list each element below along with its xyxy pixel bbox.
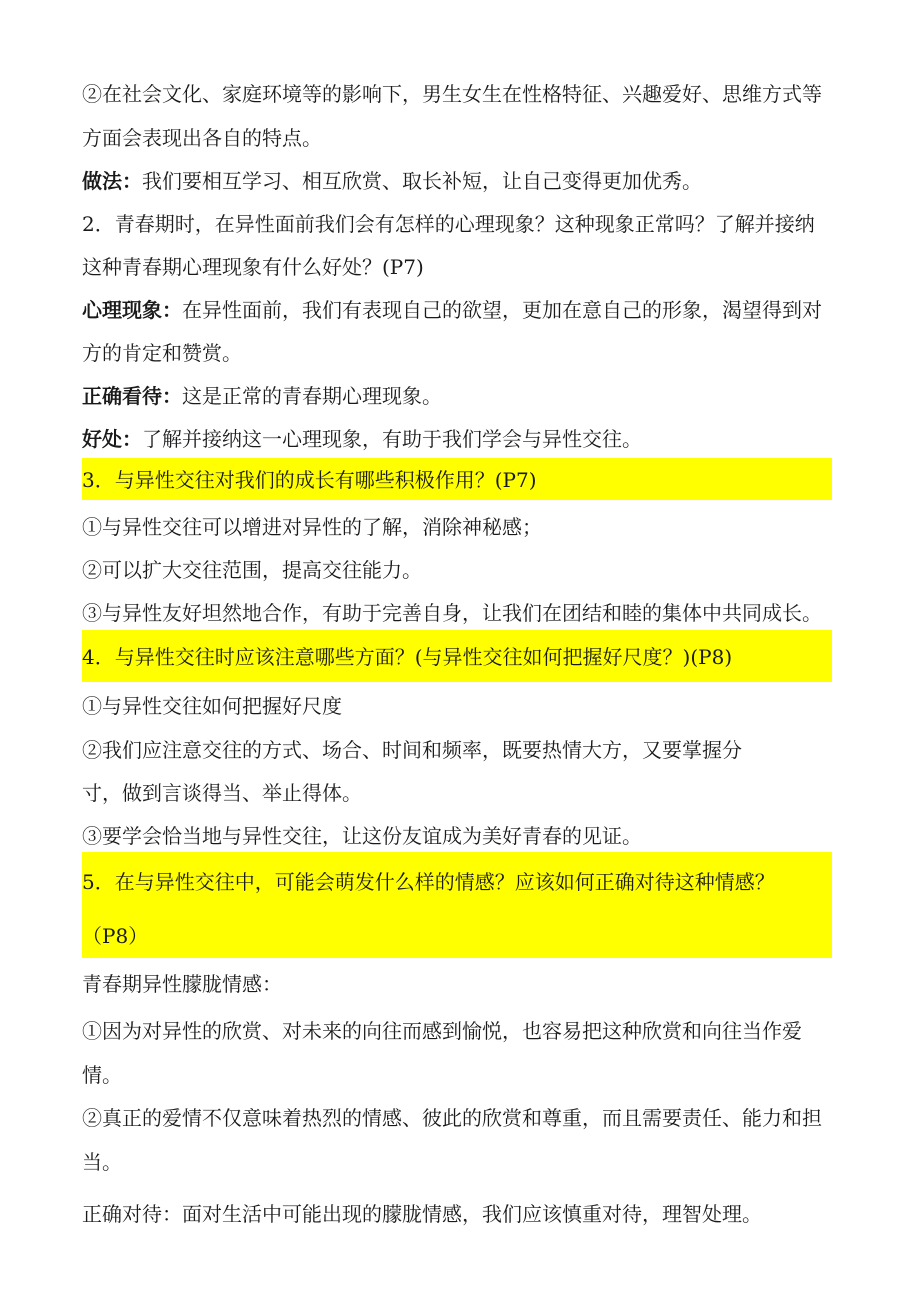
line-15: ①与异性交往如何把握好尺度 xyxy=(82,694,342,718)
line-16: ②我们应注意交往的方式、场合、时间和频率，既要热情大方，又要掌握分 xyxy=(82,738,742,762)
line-22: ①因为对异性的欣赏、对未来的向往而感到愉悦，也容易把这种欣赏和向往当作爱 xyxy=(82,1019,802,1043)
line-4: 2．青春期时，在异性面前我们会有怎样的心理现象？这种现象正常吗？了解并接纳 xyxy=(82,212,815,236)
line-label: 正确看待： xyxy=(82,384,182,408)
line-12: ②可以扩大交往范围，提高交往能力。 xyxy=(82,558,422,582)
line-25: 当。 xyxy=(82,1150,122,1174)
line-7: 方的肯定和赞赏。 xyxy=(82,341,242,365)
line-26: 正确对待：面对生活中可能出现的朦胧情感，我们应该慎重对待，理智处理。 xyxy=(82,1202,762,1226)
line-23: 情。 xyxy=(82,1063,122,1087)
line-14: 4．与异性交往时应该注意哪些方面？(与异性交往如何把握好尺度？)(P8) xyxy=(82,645,733,669)
line-label: 做法： xyxy=(82,169,142,193)
line-1: ②在社会文化、家庭环境等的影响下，男生女生在性格特征、兴趣爱好、思维方式等 xyxy=(82,82,822,106)
line-24: ②真正的爱情不仅意味着热烈的情感、彼此的欣赏和尊重，而且需要责任、能力和担 xyxy=(82,1106,822,1130)
line-8: 正确看待：这是正常的青春期心理现象。 xyxy=(82,384,442,408)
line-label: 心理现象： xyxy=(82,298,182,322)
line-label: 好处： xyxy=(82,427,142,451)
line-19: 5．在与异性交往中，可能会萌发什么样的情感？应该如何正确对待这种情感？ xyxy=(82,870,775,894)
line-6: 心理现象：在异性面前，我们有表现自己的欲望，更加在意自己的形象，渴望得到对 xyxy=(82,298,822,322)
line-20: （P8） xyxy=(82,924,149,948)
line-9: 好处：了解并接纳这一心理现象，有助于我们学会与异性交往。 xyxy=(82,427,642,451)
line-21: 青春期异性朦胧情感： xyxy=(82,972,282,996)
line-13: ③与异性友好坦然地合作，有助于完善自身，让我们在团结和睦的集体中共同成长。 xyxy=(82,601,822,625)
line-17: 寸，做到言谈得当、举止得体。 xyxy=(82,781,362,805)
line-2: 方面会表现出各自的特点。 xyxy=(82,126,322,150)
line-11: ①与异性交往可以增进对异性的了解，消除神秘感； xyxy=(82,515,542,539)
line-3: 做法：我们要相互学习、相互欣赏、取长补短，让自己变得更加优秀。 xyxy=(82,169,702,193)
line-10: 3．与异性交往对我们的成长有哪些积极作用？(P7) xyxy=(82,468,537,492)
line-5: 这种青春期心理现象有什么好处？(P7) xyxy=(82,255,424,279)
line-18: ③要学会恰当地与异性交往，让这份友谊成为美好青春的见证。 xyxy=(82,824,642,848)
